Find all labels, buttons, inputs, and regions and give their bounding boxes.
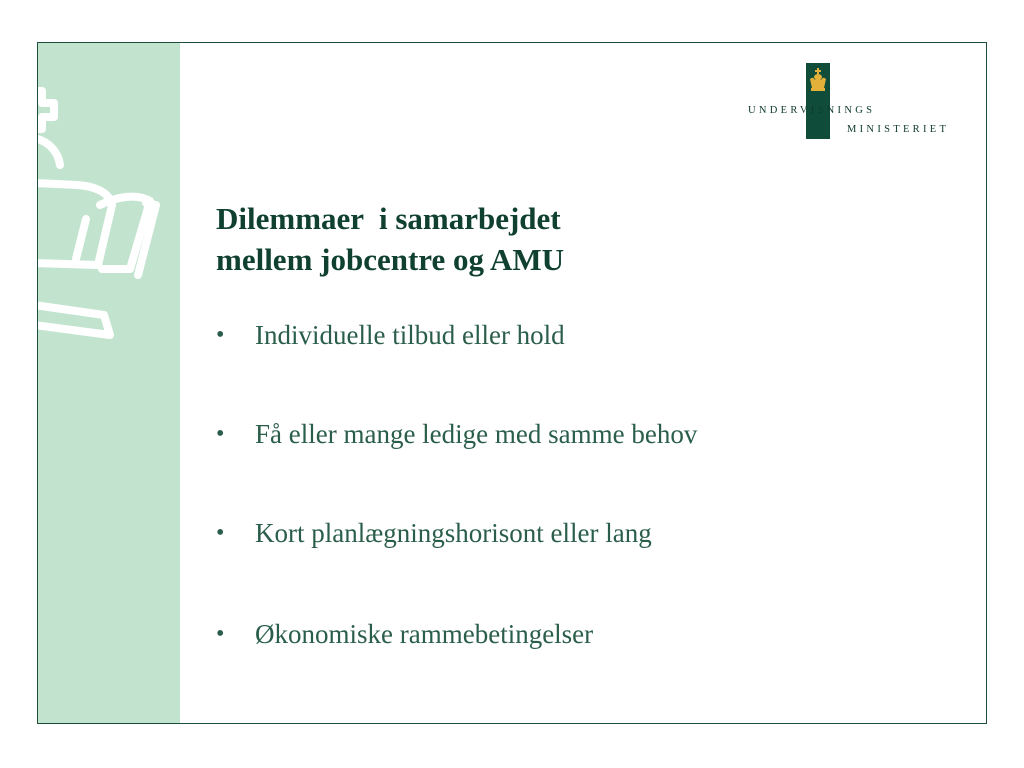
bullet-icon: • — [216, 620, 225, 647]
bullet-item — [216, 414, 956, 454]
bullet-item — [216, 614, 956, 654]
bullet-item — [216, 315, 956, 355]
side-band — [38, 43, 180, 723]
bullet-item — [216, 513, 956, 553]
logo-text-undervisnings: UNDERVISNINGS — [748, 105, 876, 116]
ministry-logo — [748, 61, 963, 141]
bullet-text: Økonomiske rammebetingelser — [255, 618, 594, 649]
bullet-icon: • — [216, 519, 225, 546]
crown-watermark-icon — [38, 43, 180, 363]
title-line-1: Dilemmaer i samarbejdet — [216, 201, 561, 236]
slide-title — [216, 198, 816, 280]
title-line-2: mellem jobcentre og AMU — [216, 242, 565, 277]
slide — [37, 42, 987, 724]
crown-icon — [807, 67, 829, 95]
bullet-text: Kort planlægningshorisont eller lang — [255, 517, 652, 548]
logo-text-ministeriet: MINISTERIET — [847, 124, 950, 135]
bullet-text: Få eller mange ledige med samme behov — [255, 418, 698, 449]
bullet-icon: • — [216, 420, 225, 447]
bullet-text: Individuelle tilbud eller hold — [255, 319, 565, 350]
bullet-list — [216, 315, 956, 713]
bullet-icon: • — [216, 321, 225, 348]
